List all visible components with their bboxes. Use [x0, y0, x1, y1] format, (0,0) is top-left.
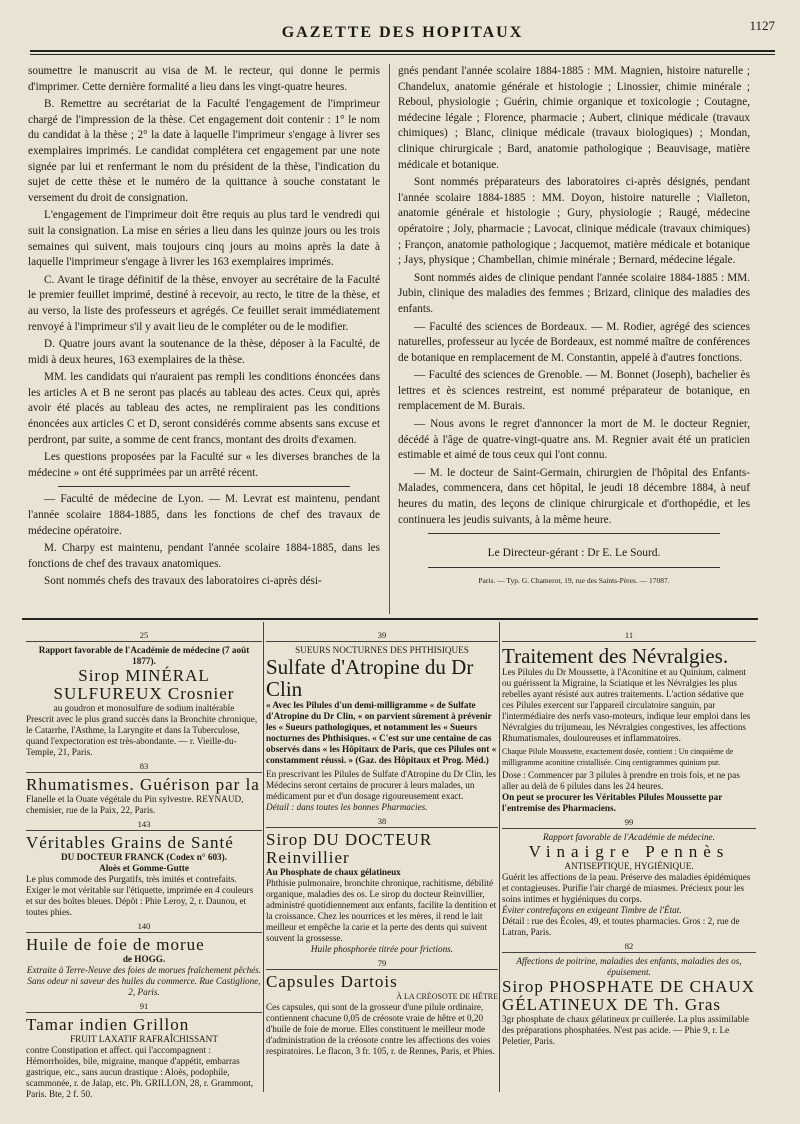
editor-signature: Le Directeur-gérant : Dr E. Le Sourd.	[487, 547, 661, 560]
ads-top-rule	[22, 618, 758, 620]
ad-column-separator	[263, 622, 264, 1092]
ad-number: 11	[502, 630, 756, 642]
article-column-left	[28, 64, 380, 592]
ad-title: Véritables Grains de Santé	[26, 833, 234, 852]
ad-subtitle: FRUIT LAXATIF RAFRAÎCHISSANT	[70, 1034, 218, 1044]
paragraph: Sont nommés chefs des travaux des laboratoires ci-après dési-	[44, 575, 322, 588]
ad-subtitle: ANTISEPTIQUE, HYGIÉNIQUE.	[564, 861, 694, 871]
ad-pilules-moussette	[502, 645, 756, 814]
ad-subtitle: DU DOCTEUR FRANCK (Codex n° 603).	[61, 852, 227, 862]
ad-body: contre Constipation et affect. qui l'accompagnent : Hémorrhoïdes, bile, migraine, manque d'appétit, embarras gastrique, etc., sans aucun drastique : Aloès, podophile, scammonée, r. de Jalap, etc. Ph. GRILLON, 28, r. Grammont, Paris. Bte, 2 f. 50.	[26, 1045, 254, 1099]
ad-warning: Éviter contrefaçons en exigeant Timbre de l'État.	[502, 905, 682, 915]
ad-headline: Rapport favorable de l'Académie de médecine (7 août 1877).	[38, 645, 250, 666]
divider	[428, 533, 720, 534]
paragraph: — M. le docteur de Saint-Germain, chirurgien de l'hôpital des Enfants-Malades, commencera, dans cet hôpital, le jeudi 18 décembre 1884, à neuf heures du matin, des leçons de clinique chirurgicale et d'orthopédie, et les continuera les jeudis suivants, à la même heure.	[398, 466, 750, 526]
ad-subtitle: À LA CRÉOSOTE DE HÊTRE	[396, 992, 498, 1001]
ad-title: Sirop MINÉRAL SULFUREUX Crosnier	[53, 666, 235, 703]
ad-column-3	[502, 628, 756, 1050]
ad-number: 25	[26, 630, 262, 642]
column-separator	[389, 64, 390, 614]
ad-capsules-dartois	[266, 973, 498, 1057]
ad-note: Huile phosphorée titrée pour frictions.	[310, 944, 454, 954]
ad-body: Ces capsules, qui sont de la grosseur d'une pilule ordinaire, contiennent chacune 0,05 de créosote vraie de hêtre et 0,20 d'huile de foie de morue. Elles constituent le meilleur mode d'administration de la créosote contre les affections des voies respiratoires. Le flacon, 3 fr. 105, r. de Rennes, Paris, et Phies.	[266, 1002, 495, 1056]
ad-title: Rhumatismes. Guérison par la	[26, 775, 260, 794]
ad-dosage: Chaque Pilule Moussette, exactement dosée, contient : Un cinquième de milligramme aconitine cristallisée. Cinq centigrammes quinium pur.	[502, 747, 734, 767]
ad-headline: Rapport favorable de l'Académie de médecine.	[543, 832, 715, 842]
ad-body: Phthisie pulmonaire, bronchite chronique, rachitisme, débilité organique, maladies des os. Le sirop du docteur Reinvillier, administré quotidiennement aux enfants, facilite la dentition et la croissance. Chez les nourrices et les mères, il rend le lait meilleur et empêche la carie et la perte des dents qui suivent souvent la grossesse.	[266, 878, 497, 943]
paragraph: M. Charpy est maintenu, pendant l'année scolaire 1884-1885, dans les fonctions de chef des travaux anatomiques.	[28, 542, 380, 570]
ad-sirop-reinvillier	[266, 831, 498, 955]
ad-body: 3gr phosphate de chaux gélatineux pr cuillerée. La plus assimilable des préparations phosphatées. N'est pas acide. — Phie 9, r. Le Peletier, Paris.	[502, 1014, 749, 1046]
ad-title: Traitement des Névralgies.	[502, 644, 729, 668]
ad-subtitle: au goudron et monosulfure de sodium inaltérable	[53, 703, 235, 713]
ad-number: 79	[266, 958, 498, 970]
ad-body: « Avec les Pilules d'un demi-milligramme « de Sulfate d'Atropine du Dr Clin, « on parvient sûrement à prévenir les « Sueurs pathologiques, et notamment les « Sueurs nocturnes des Phthisiques. « C'est sur une centaine de cas observés dans « les Hôpitaux de Paris, que ces Pilules ont « constamment réussi. » (Gaz. des Hôpitaux et Prog. Méd.)	[266, 700, 497, 765]
ad-title: Sirop PHOSPHATE DE CHAUX GÉLATINEUX DE Th. Gras	[502, 977, 756, 1014]
ad-body: Flanelle et la Ouate végétale du Pin sylvestre. REYNAUD, chemisier, rue de la Paix, 22, Paris.	[26, 794, 244, 815]
ad-sirop-crosnier	[26, 645, 262, 758]
paragraph: B. Remettre au secrétariat de la Faculté l'engagement de l'imprimeur chargé de l'impression de la thèse. Cet engagement doit contenir : 1° le nom du candidat à la thèse ; 2° la date à laquelle l'imprimeur s'engage à livrer ses exemplaires imprimés. Le candidat complétera cet engagement par une note signée par lui et renfermant le nom du président de la thèse, l'indication du sujet de cette thèse et le numéro de la quittance à souche constatant le versement du droit de consignation.	[28, 98, 380, 204]
ad-body: Les Pilules du Dr Moussette, à l'Aconitine et au Quinium, calment ou guérissent la Migraine, la Sciatique et les Névralgies les plus rebelles ayant résisté aux autres traitements. L'action sédative que ces Pilules exercent sur l'appareil circulatoire sanguin, par l'intermédiaire des nerfs vaso-moteurs, indique leur emploi dans les Névralgies du trijumeau, les Névralgies congestives, les affections Rhumatismales, douloureuses et inflammatoires.	[502, 667, 751, 743]
ad-body: Le plus commode des Purgatifs, très imités et contrefaits. Exiger le mot véritable sur l'étiquette, imprimée en 4 couleurs et sur des boîtes bleues. Dépôt : Phie Leroy, 2, r. Daunou, et toutes phies.	[26, 874, 254, 917]
ad-body: Extraite à Terre-Neuve des foies de morues fraîchement pêchés. Sans odeur ni saveur des huiles du commerce. Rue Castiglione, 2, Paris.	[26, 965, 262, 997]
ad-number: 91	[26, 1001, 262, 1013]
paragraph: Les questions proposées par la Faculté sur « les diverses branches de la médecine » ont été supprimées par un arrêté récent.	[28, 451, 380, 479]
ad-vinaigre-pennes	[502, 832, 756, 938]
paragraph: — Faculté de médecine de Lyon. — M. Levrat est maintenu, pendant l'année scolaire 1884-1885, dans les fonctions de chef des travaux de médecine opératoire.	[28, 493, 380, 537]
paragraph: — Faculté des sciences de Grenoble. — M. Bonnet (Joseph), bachelier ès lettres et ès sciences restreint, est nommé préparateur de botanique, en remplacement de M. Burais.	[398, 369, 750, 413]
ad-title: Capsules Dartois	[266, 972, 398, 991]
divider	[428, 567, 720, 568]
ad-number: 39	[266, 630, 498, 642]
ad-tamar-grillon	[26, 1016, 262, 1100]
ad-title: Sulfate d'Atropine du Dr Clin	[266, 655, 474, 701]
divider	[58, 486, 350, 487]
ad-column-separator	[499, 622, 500, 1092]
header-rule	[30, 50, 775, 52]
page-header	[30, 14, 775, 54]
ad-number: 83	[26, 761, 262, 773]
paragraph: Sont nommés aides de clinique pendant l'année scolaire 1884-1885 : MM. Jubin, clinique des maladies des femmes ; Brizard, clinique des maladies des enfants.	[398, 271, 750, 315]
paragraph: gnés pendant l'année scolaire 1884-1885 : MM. Magnien, histoire naturelle ; Chandelux, anatomie générale et histologie ; Linossier, chimie minérale ; Reboul, physiologie ; Guérin, chimie organique et toxicologie ; Coutagne, médecine légale ; Florence, pharmacie ; Aubert, clinique médicale (travaux chimiques) ; Blanc, clinique médicale (travaux biologiques) ; Mondan, clinique chirurgicale ; Bard, anatomie pathologique ; Beauvisage, matière médicale et botanique.	[398, 65, 750, 171]
printer-imprint: Paris. — Typ. G. Chamerot, 19, rue des Saints-Pères. — 17087.	[478, 575, 670, 585]
ad-number: 143	[26, 819, 262, 831]
journal-title: GAZETTE DES HOPITAUX	[281, 24, 524, 41]
ad-number: 140	[26, 921, 262, 933]
paragraph: C. Avant le tirage définitif de la thèse, envoyer au secrétaire de la Faculté le premier feuillet imprimé, destiné à recevoir, au recto, le titre de la thèse, et au verso, la liste des professeurs et agrégés. Ce feuillet serait immédiatement renvoyé à l'imprimeur s'il y avait lieu de le compléter ou de le modifier.	[28, 273, 380, 333]
paragraph: L'engagement de l'imprimeur doit être requis au plus tard le vendredi qui suit la consignation. La mise en séries a lieu dans les quinze jours ou les trois semaines qui suivent, mais toujours cinq jours au moins après la date à laquelle l'imprimeur s'engage à livrer les 163 exemplaires imprimés.	[28, 209, 380, 269]
ad-body: Prescrit avec le plus grand succès dans la Bronchite chronique, le Catarrhe, l'Asthme, la Laryngite et dans la Tuberculose, quand l'expectoration est très-abondante. — r. Vieille-du-Temple, 21, Paris.	[26, 714, 258, 757]
ad-subtitle-2: Aloès et Gomme-Gutte	[99, 863, 189, 873]
paragraph: soumettre le manuscrit au visa de M. le recteur, qui donne le permis d'imprimer. Cette dernière formalité a lieu dans les vingt-quatre heures.	[28, 65, 380, 93]
ad-body-2: En prescrivant les Pilules de Sulfate d'Atropine du Dr Clin, les Médecins seront certains de procurer à leurs malades, un médicament pur et d'un dosage rigoureusement exact.	[266, 769, 497, 801]
paragraph: Sont nommés préparateurs des laboratoires ci-après désignés, pendant l'année scolaire 1884-1885 : MM. Doyon, histoire naturelle ; Vialleton, anatomie générale et histologie ; Gury, physiologie ; Raugé, médecine opératoire ; Joly, pharmacie ; Lavocat, clinique médicale (travaux chimiques) ; Françon, anatomie pathologique ; Jacquemot, matière médicale et botanique ; Jays, physique ; Chambellan, chimie minérale ; Bernard, médecine légale.	[398, 176, 750, 267]
ad-column-2	[266, 628, 498, 1060]
paragraph: MM. les candidats qui n'auraient pas rempli les conditions énoncées dans les articles A et B ne seront pas placés au tableau des actes. Ceux qui, après avoir été placés au tableau des actes, ne rempliraient pas les conditions énoncées aux articles C et D, seront considérés comme absents sans excuse et perdront, par suite, a somme de cent francs, montant des droits d'examen.	[28, 371, 380, 446]
header-rule-thin	[30, 54, 775, 55]
ad-grains-sante	[26, 834, 262, 918]
ad-sales: On peut se procurer les Véritables Pilules Moussette par l'entremise des Pharmaciens.	[502, 792, 723, 813]
paragraph: — Faculté des sciences de Bordeaux. — M. Rodier, agrégé des sciences naturelles, professeur au lycée de Bordeaux, est nommé maître de conférences de botanique en remplacement de M. Constantin, appelé à d'autres fonctions.	[398, 320, 750, 364]
ad-title: Sirop DU DOCTEUR Reinvillier	[266, 830, 433, 867]
ad-sulfate-atropine	[266, 645, 498, 813]
ad-dosage-2: Dose : Commencer par 3 pilules à prendre en trois fois, et ne pas aller au delà de 6 pilules dans les 24 heures.	[502, 770, 740, 791]
ad-detail: Détail : dans toutes les bonnes Pharmacies.	[266, 802, 428, 812]
ad-title: Huile de foie de morue	[26, 935, 205, 954]
article-column-right	[398, 64, 750, 588]
ad-subtitle: Au Phosphate de chaux gélatineux	[266, 867, 401, 877]
ad-column-1	[26, 628, 262, 1103]
ad-headline: SUEURS NOCTURNES DES PHTHISIQUES	[295, 645, 469, 655]
ad-rhumatismes	[26, 776, 262, 816]
ad-number: 99	[502, 817, 756, 829]
page-number: 1127	[749, 18, 775, 33]
ad-title: Vinaigre Pennès	[528, 842, 730, 861]
ad-title: Tamar indien Grillon	[26, 1015, 190, 1034]
paragraph: — Nous avons le regret d'annoncer la mort de M. le docteur Regnier, décédé à l'âge de quatre-vingt-quatre ans. M. Regnier avait été un praticien estimable et aimé de tous ceux qui l'ont connu.	[398, 418, 750, 462]
ad-number: 38	[266, 816, 498, 828]
ad-subtitle: de HOGG.	[122, 954, 166, 964]
ad-sirop-gras	[502, 956, 756, 1047]
ad-detail: Détail : rue des Écoles, 49, et toutes pharmacies. Gros : 2, rue de Latran, Paris.	[502, 916, 740, 937]
paragraph: D. Quatre jours avant la soutenance de la thèse, déposer à la Faculté, de midi à deux heures, 163 exemplaires de la thèse.	[28, 338, 380, 366]
ad-number: 82	[502, 941, 756, 953]
ad-huile-hogg	[26, 936, 262, 998]
ad-body: Guérit les affections de la peau. Préserve des maladies épidémiques et contagieuses. Purifie l'air chargé de miasmes. Précieux pour les soins intimes et hygiéniques du corps.	[502, 872, 751, 904]
ad-headline: Affections de poitrine, maladies des enfants, maladies des os, épuisement.	[516, 956, 742, 977]
